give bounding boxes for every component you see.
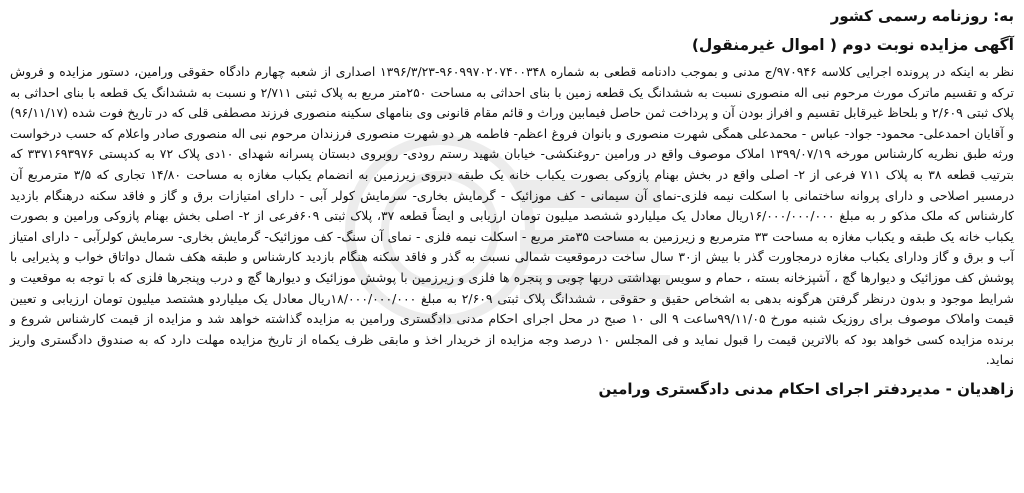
recipient-header: به: روزنامه رسمی کشور: [830, 7, 1014, 25]
notice-body: نظر به اینکه در پرونده اجرایی کلاسه ۹۷۰۹۴۶/ج مدنی و بموجب دادنامه قطعی به شماره ۹۶۰۹۹۷۰۲۰۷۴۰۰۳۴۸-۱۳۹۶/۳/۲۳ اصداری از شعبه چهارم دادگاه حقوقی ورامین، دستور مزایده و فروش ترکه و تقسیم ماترک مورث مرحوم نبی اله منصوری نسبت به ششدانگ یک قطعه زمین با بنای احداثی به مساحت ۲۵۰متر مربع به پلاک ثبتی ۲/۷۱۱ و نسبت به ششدانگ یک قطعه با بنای احداثی به پلاک ثبتی ۲/۶۰۹ و بلحاظ غیرقابل تقسیم و افراز بودن آن و پرداخت ثمن حاصل فیمابین وراث و قائم مقام قانونی وی بنامهای سکینه منصوری فرزند مصطفی قلی که در تاریخ فوت شده (۹۶/۱۱/۱۷) و آقایان احمدعلی- محمود- جواد- عباس - محمدعلی همگی شهرت منصوری و بانوان فروغ اعظم- فاطمه هر دو شهرت منصوری فرزندان مرحوم نبی اله منصوری صادر واعلام که حسب درخواست ورثه طبق نظریه کارشناس مورخه ۱۳۹۹/۰۷/۱۹ املاک موصوف واقع در ورامین -روغنکشی- خیابان شهید رستم رودی- روبروی دبستان پسرانه شهدای ۱۰دی پلاک ۷۲ به کدپستی ۳۳۷۱۶۹۳۹۷۶ که بترتیب قطعه ۳۸ به پلاک ۷۱۱ فرعی از ۲- اصلی واقع در بخش بهنام پازوکی بصورت یکباب خانه یک طبقه دبروی زیرزمین به انضمام یکباب مغازه به مساحت ۱۴/۸۰ تجاری که ۳/۵ مترمربع آن درمسیر اصلاحی و دارای پروانه ساختمانی با اسکلت نیمه فلزی-نمای آن سیمانی - کف موزائیک - گرمایش بخاری- سرمایش کولر آبی - دارای امتیازات برق و گاز و فاقد سکنه درهنگام بازدید کارشناس که ملک مذکو ر به مبلغ ۱۶/۰۰۰/۰۰۰/۰۰۰ریال معادل یک میلیاردو ششصد میلیون تومان ارزیابی و ایضاً قطعه ۳۷، پلاک ثبتی ۶۰۹فرعی از ۲- اصلی بخش بهنام پازوکی ورامین و بصورت یکباب خانه یک طبقه و یکباب مغازه به مساحت ۳۳ مترمربع و زیرزمین به مساحت ۳۵متر مربع - اسکلت نیمه فلزی - نمای آن سنگ- کف موزائیک- گرمایش بخاری- سرمایش کولرآبی - دارای امتیاز آب و برق و گاز ودارای یکباب مغازه درمجاورت گذر با بیش از۳۰ سال ساخت درموقعیت شمالی نسبت به گذر و فاقد سکنه هنگام بازدید کارشناس و طبقه هکف شمال دواتاق خواب و پذیرایی با پوشش کف موزائیک و دیوارها گچ ، آشپزخانه بسته ، حمام و سویس بهداشتی دربها چوبی و پنجره ها فلزی و زیرزمین با پوشش موزائیک و دیوارها گچ و درب وپنجرها فلزی که با توجه به موقعیت و شرایط موجود و بدون درنظر گرفتن هرگونه بدهی به اشخاص حقیق و حقوقی ، ششدانگ پلاک ثبتی ۲/۶۰۹ به مبلغ ۱۸/۰۰۰/۰۰۰/۰۰۰ریال معادل یک میلیاردو هشتصد میلیون تومان ارزیابی و تعیین قیمت واملاک موصوف برای روزیک شنبه مورخ ۹۹/۱۱/۰۵ساعت ۹ الی ۱۰ صبح در محل اجرای احکام مدنی دادگستری ورامین به مزایده گذاشته خواهد شد و مزایده از قیمت کارشناس شروع و برنده مزایده کسی خواهد بود که بالاترین قیمت را قبول نماید و فی المجلس ۱۰ درصد وجه مزایده از خریدار اخذ و مابقی ظرف یکماه از تاریخ مزایده مهلت دارد که به صندوق دادگستری واریز نماید.: [10, 64, 1015, 368]
notice-title: آگهی مزایده نوبت دوم ( اموال غیرمنقول): [691, 36, 1014, 54]
signature-line: زاهدیان - مدیردفتر اجرای احکام مدنی دادگستری ورامین: [598, 379, 1014, 398]
